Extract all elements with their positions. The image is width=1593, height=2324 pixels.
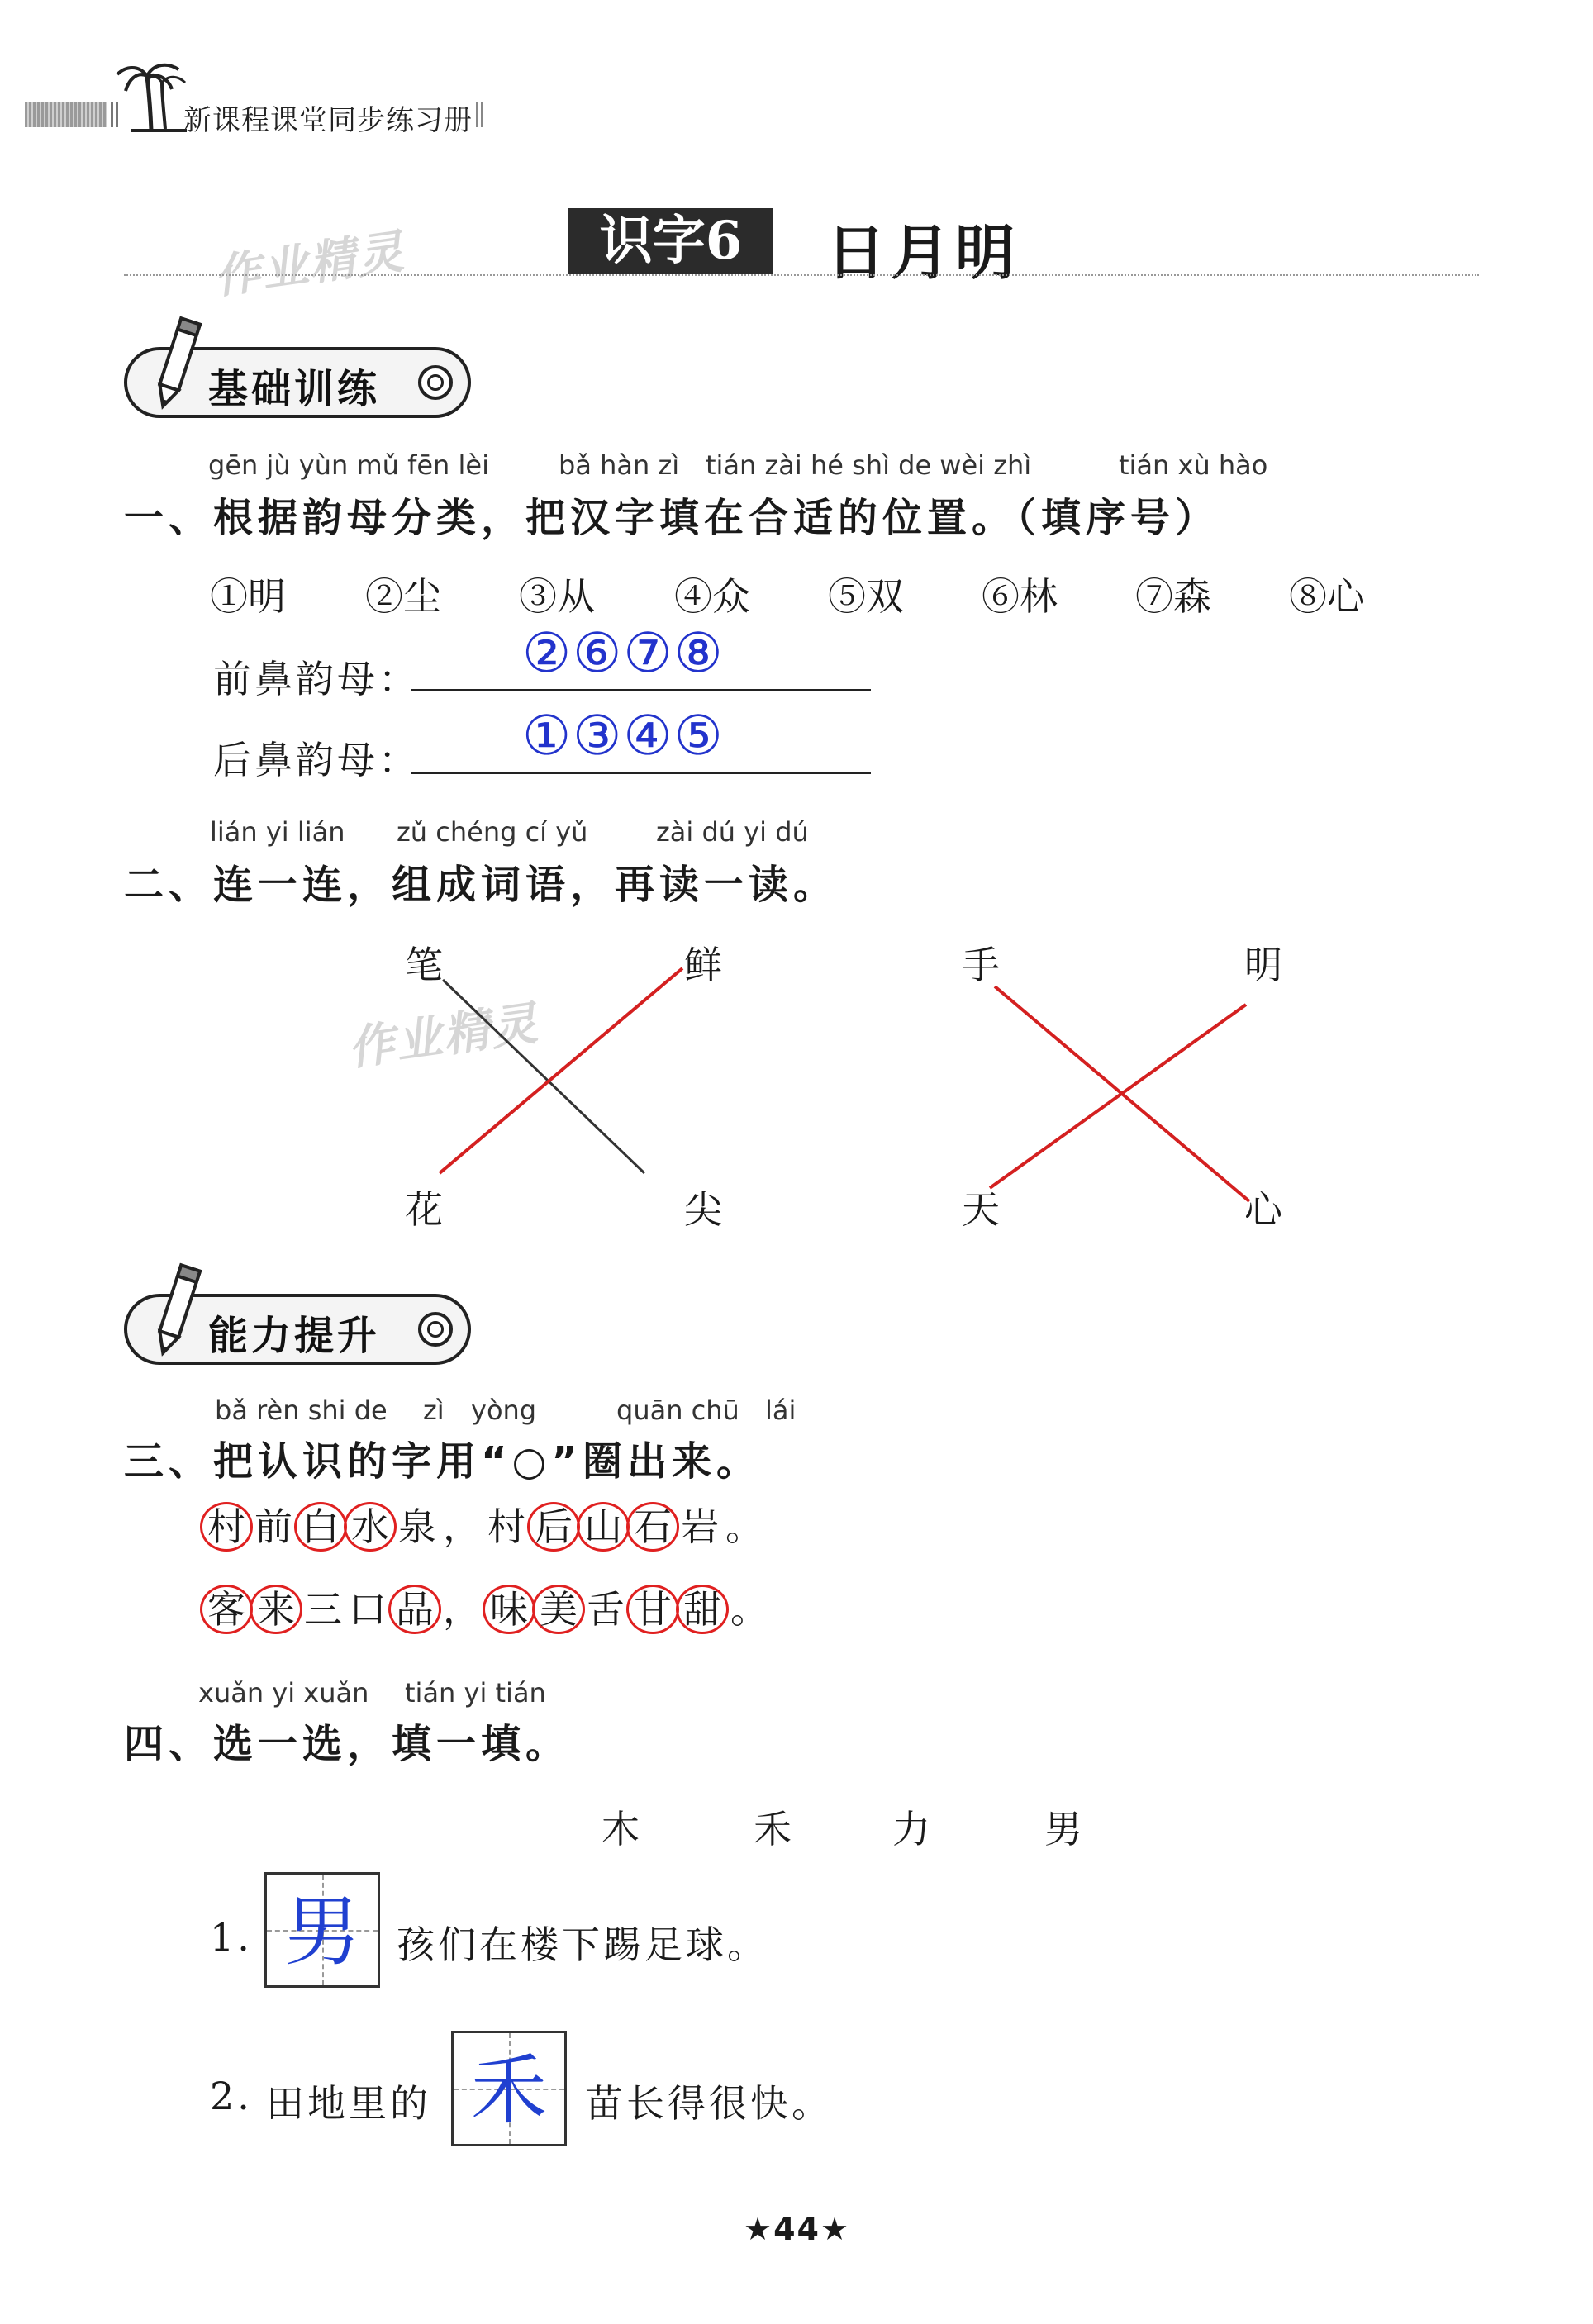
- sentence-char[interactable]: 前: [254, 1504, 292, 1549]
- item-1-answer: 男: [283, 1888, 360, 1976]
- pinyin-q3-4: quān chū: [616, 1395, 739, 1426]
- circled-char[interactable]: 山: [577, 1502, 630, 1552]
- series-title: 新课程课堂同步练习册: [183, 104, 473, 137]
- choice-char[interactable]: 木: [602, 1807, 640, 1851]
- pinyin-q1-4: tián xù hào: [1119, 449, 1268, 481]
- choice-char[interactable]: 禾: [754, 1807, 792, 1851]
- match-word[interactable]: 心: [1244, 1187, 1282, 1232]
- option-3: ③从: [519, 574, 595, 619]
- pinyin-q2-3: zài dú yi dú: [656, 816, 809, 848]
- item-2-number: 2.: [210, 2074, 253, 2118]
- sentence-char[interactable]: 村: [487, 1504, 525, 1549]
- circled-char[interactable]: 水: [344, 1502, 397, 1552]
- sentence-char[interactable]: 舌: [587, 1587, 625, 1632]
- match-word[interactable]: 明: [1244, 943, 1282, 987]
- question-3-text: 三、把认识的字用“○”圈出来。: [124, 1438, 761, 1485]
- circled-char[interactable]: 后: [527, 1502, 580, 1552]
- sentence-char[interactable]: 三: [304, 1587, 342, 1632]
- watermark: 作业精灵: [345, 996, 543, 1076]
- match-word[interactable]: 花: [405, 1187, 443, 1232]
- lesson-title: 日月明: [826, 217, 1020, 288]
- sentence-char[interactable]: 泉: [398, 1504, 436, 1549]
- pinyin-q3-2: zì: [423, 1395, 445, 1426]
- section-title-basic: 基础训练: [208, 366, 381, 412]
- match-word[interactable]: 手: [962, 943, 1000, 987]
- pinyin-q2-2: zǔ chéng cí yǔ: [397, 816, 588, 848]
- option-5: ⑤双: [828, 574, 904, 619]
- pinyin-q3-3: yòng: [471, 1395, 537, 1426]
- match-word[interactable]: 尖: [684, 1187, 722, 1232]
- back-nasal-label: 后鼻韵母：: [213, 738, 420, 782]
- sentence-char[interactable]: ，: [443, 1587, 481, 1632]
- lesson-badge: 识字6: [568, 208, 773, 274]
- circled-char[interactable]: 村: [200, 1502, 253, 1552]
- pinyin-q1-1: gēn jù yùn mǔ fēn lèi: [208, 449, 489, 481]
- pinyin-q3-5: lái: [765, 1395, 796, 1426]
- pinyin-q4-1: xuǎn yi xuǎn: [198, 1677, 369, 1709]
- writing-box-2[interactable]: [451, 2031, 567, 2146]
- pinyin-q4-2: tián yi tián: [405, 1677, 546, 1709]
- circled-char[interactable]: 品: [388, 1585, 441, 1634]
- sentence-char[interactable]: 。: [725, 1504, 763, 1549]
- item-2-prefix: 田地里的: [266, 2081, 431, 2126]
- option-6: ⑥林: [982, 574, 1058, 619]
- writing-box-1[interactable]: [264, 1872, 380, 1988]
- page-number: [744, 2211, 850, 2247]
- match-word[interactable]: 天: [962, 1187, 1000, 1232]
- circled-char[interactable]: 甜: [676, 1585, 729, 1634]
- circled-char[interactable]: 来: [250, 1585, 302, 1634]
- pinyin-q1-2: bǎ hàn zì: [559, 449, 680, 481]
- choice-char[interactable]: 力: [892, 1807, 930, 1851]
- sentence-char[interactable]: 岩: [681, 1504, 719, 1549]
- circle-sentence-2: [202, 1585, 772, 1634]
- pinyin-q1-3: tián zài hé shì de wèi zhì: [706, 449, 1032, 481]
- match-word[interactable]: 鲜: [684, 943, 722, 987]
- circled-char[interactable]: 味: [483, 1585, 535, 1634]
- question-1-text: 一、根据韵母分类，把汉字填在合适的位置。（填序号）: [124, 495, 1220, 541]
- star-icon: ★: [744, 2211, 774, 2247]
- section-title-advanced: 能力提升: [208, 1313, 381, 1359]
- item-1-number: 1.: [210, 1915, 253, 1960]
- match-word[interactable]: 笔: [405, 943, 443, 987]
- circled-char[interactable]: 白: [294, 1502, 347, 1552]
- sentence-char[interactable]: 。: [730, 1587, 768, 1632]
- option-2: ②尘: [365, 574, 441, 619]
- circle-sentence-1: [202, 1502, 767, 1552]
- front-nasal-label: 前鼻韵母：: [213, 657, 420, 701]
- question-2-text: 二、连一连，组成词语，再读一读。: [124, 862, 839, 908]
- circled-char[interactable]: 客: [200, 1585, 253, 1634]
- option-1: ①明: [210, 574, 286, 619]
- star-icon: ★: [820, 2211, 851, 2247]
- pencil-icon: [147, 1261, 205, 1360]
- front-nasal-answer: ②⑥⑦⑧: [522, 621, 725, 685]
- item-1-text: 孩们在楼下踢足球。: [397, 1922, 768, 1967]
- option-4: ④众: [674, 574, 750, 619]
- item-2-text: 苗长得很快。: [585, 2081, 833, 2126]
- back-nasal-answer: ①③④⑤: [522, 704, 725, 768]
- pinyin-q3-1: bǎ rèn shi de: [215, 1395, 388, 1426]
- option-7: ⑦森: [1135, 574, 1211, 619]
- page-number-value: 44: [773, 2211, 820, 2247]
- item-2-answer: 禾: [470, 2046, 547, 2135]
- banner-knob: [418, 1312, 453, 1347]
- circled-char[interactable]: 美: [532, 1585, 585, 1634]
- question-4-text: 四、选一选，填一填。: [124, 1721, 571, 1767]
- circled-char[interactable]: 甘: [626, 1585, 679, 1634]
- option-8: ⑧心: [1289, 574, 1365, 619]
- watermark: 作业精灵: [211, 225, 409, 305]
- sentence-char[interactable]: ，: [443, 1504, 481, 1549]
- sentence-char[interactable]: 口: [349, 1587, 387, 1632]
- pinyin-q2-1: lián yi lián: [210, 816, 345, 848]
- choice-char[interactable]: 男: [1044, 1807, 1082, 1851]
- circled-char[interactable]: 石: [626, 1502, 679, 1552]
